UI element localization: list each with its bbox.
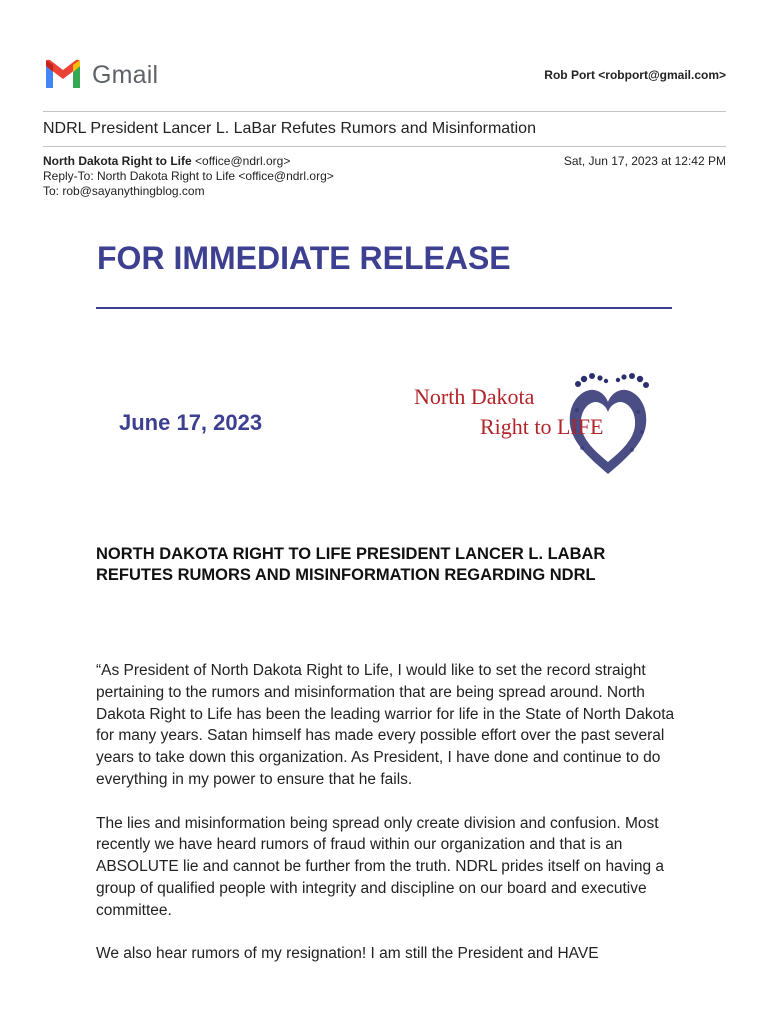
- logo-text-life: LIFE: [557, 414, 604, 439]
- release-heading: FOR IMMEDIATE RELEASE: [97, 240, 511, 276]
- gmail-header: [43, 58, 726, 92]
- body-paragraph: “As President of North Dakota Right to Life, I would like to set the record straight pertaining to the rumors and misinformation that are being spread around. North Dakota Right to Life has been the leading warrior for life in the State of North Dakota for many years. Satan himself has made every possible effort over the past several years to take down this organization. As President, I have done and continue to do everything in my power to ensure that he fails.: [96, 662, 675, 788]
- press-body: [96, 660, 686, 987]
- logo-text-north-dakota: North Dakota: [414, 384, 535, 409]
- to-row: To: rob@sayanythingblog.com: [43, 184, 205, 198]
- sender-address: <office@ndrl.org>: [191, 154, 291, 168]
- account-label: Rob Port <robport@gmail.com>: [544, 68, 726, 82]
- logo-text-right-to-life: [480, 414, 603, 440]
- body-paragraph: The lies and misinformation being spread only create division and confusion. Most recently we have heard rumors of fraud within our organization and that is an ABSOLUTE lie and cannot be further from the truth. NDRL prides itself on having a group of qualified people with integrity and discipline on our board and executive committee.: [96, 814, 665, 919]
- subject-divider: [43, 146, 726, 147]
- email-date: Sat, Jun 17, 2023 at 12:42 PM: [563, 154, 726, 168]
- email-subject: NDRL President Lancer L. LaBar Refutes Rumors and Misinformation: [43, 120, 536, 137]
- reply-to-row: Reply-To: North Dakota Right to Life <office@ndrl.org>: [43, 169, 334, 183]
- gmail-wordmark: Gmail: [92, 61, 159, 89]
- release-date: June 17, 2023: [119, 410, 263, 435]
- release-divider: [96, 307, 672, 309]
- press-headline: NORTH DAKOTA RIGHT TO LIFE PRESIDENT LANCER L. LABAR REFUTES RUMORS AND MISINFORMATION REGARDING NDRL: [96, 545, 606, 584]
- gmail-logo-icon: [43, 58, 83, 92]
- body-paragraph: We also hear rumors of my resignation! I am still the President and HAVE: [96, 945, 599, 963]
- header-divider: [43, 111, 726, 112]
- ndrl-logo: [410, 368, 660, 480]
- email-meta: [43, 154, 726, 199]
- sender-name: North Dakota Right to Life: [43, 154, 192, 168]
- logo-text-right-to: Right to: [480, 414, 558, 439]
